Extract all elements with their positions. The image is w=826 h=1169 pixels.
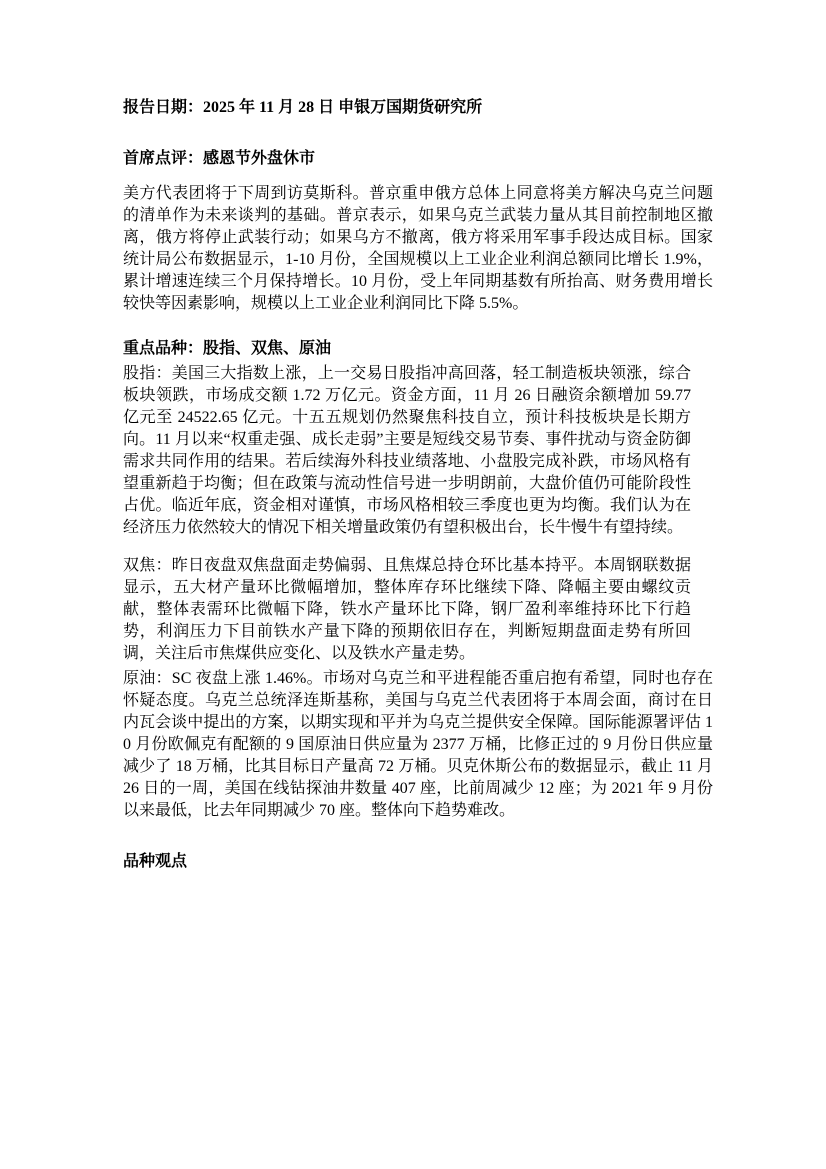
report-date-line: 报告日期：2025 年 11 月 28 日 申银万国期货研究所	[123, 99, 483, 116]
variety-views-heading: 品种观点	[123, 853, 188, 870]
stock-index-paragraph: 股指：美国三大指数上涨，上一交易日股指冲高回落，轻工制造板块领涨，综合板块领跌，市场成交额 1.72 万亿元。资金方面，11 月 26 日融资余额增加 59.77 亿元至 24522.65 亿元。十五五规划仍然聚焦科技自立，预计科技板块是长期方向。11 月以来“权重走强、成长走弱”主要是短线交易节奏、事件扰动与资金防御需求共同作用的结果。若后续海外科技业绩落地、小盘股完成补跌，市场风格有望重新趋于均衡；但在政策与流动性信号进一步明朗前，大盘价值仍可能阶段性占优。临近年底，资金相对谨慎，市场风格相较三季度也更为均衡。我们认为在经济压力依然较大的情况下相关增量政策仍有望积极出台，长牛慢牛有望持续。	[123, 365, 691, 536]
key-varieties-heading: 重点品种：股指、双焦、原油	[123, 340, 332, 357]
chief-comment-heading: 首席点评：感恩节外盘休市	[123, 150, 316, 167]
chief-comment-paragraph: 美方代表团将于下周到访莫斯科。普京重申俄方总体上同意将美方解决乌克兰问题的清单作为未来谈判的基础。普京表示，如果乌克兰武装力量从其目前控制地区撤离，俄方将停止武装行动；如果乌方不撤离，俄方将采用军事手段达成目标。国家统计局公布数据显示，1-10 月份，全国规模以上工业企业利润总额同比增长 1.9%，累计增速连续三个月保持增长。10 月份，受上年同期基数有所抬高、财务费用增长较快等因素影响，规模以上工业企业利润同比下降 5.5%。	[123, 185, 713, 312]
report-content	[123, 97, 713, 873]
crude-oil-paragraph: 原油：SC 夜盘上涨 1.46%。市场对乌克兰和平进程能否重启抱有希望，同时也存在怀疑态度。乌克兰总统泽连斯基称，美国与乌克兰代表团将于本周会面，商讨在日内瓦会谈中提出的方案，以期实现和平并为乌克兰提供安全保障。国际能源署评估 10 月份欧佩克有配额的 9 国原油日供应量为 2377 万桶，比修正过的 9 月份日供应量减少了 18 万桶，比其目标日产量高 72 万桶。贝克休斯公布的数据显示，截止 11 月 26 日的一周，美国在线钻探油井数量 407 座，比前周减少 12 座；为 2021 年 9 月份以来最低，比去年同期减少 70 座。整体向下趋势难改。	[123, 670, 713, 819]
coking-coal-paragraph: 双焦：昨日夜盘双焦盘面走势偏弱、且焦煤总持仓环比基本持平。本周钢联数据显示，五大材产量环比微幅增加，整体库存环比继续下降、降幅主要由螺纹贡献，整体表需环比微幅下降，铁水产量环比下降，钢厂盈利率维持环比下行趋势，利润压力下目前铁水产量下降的预期依旧存在，判断短期盘面走势有所回调，关注后市焦煤供应变化、以及铁水产量走势。	[123, 557, 691, 662]
